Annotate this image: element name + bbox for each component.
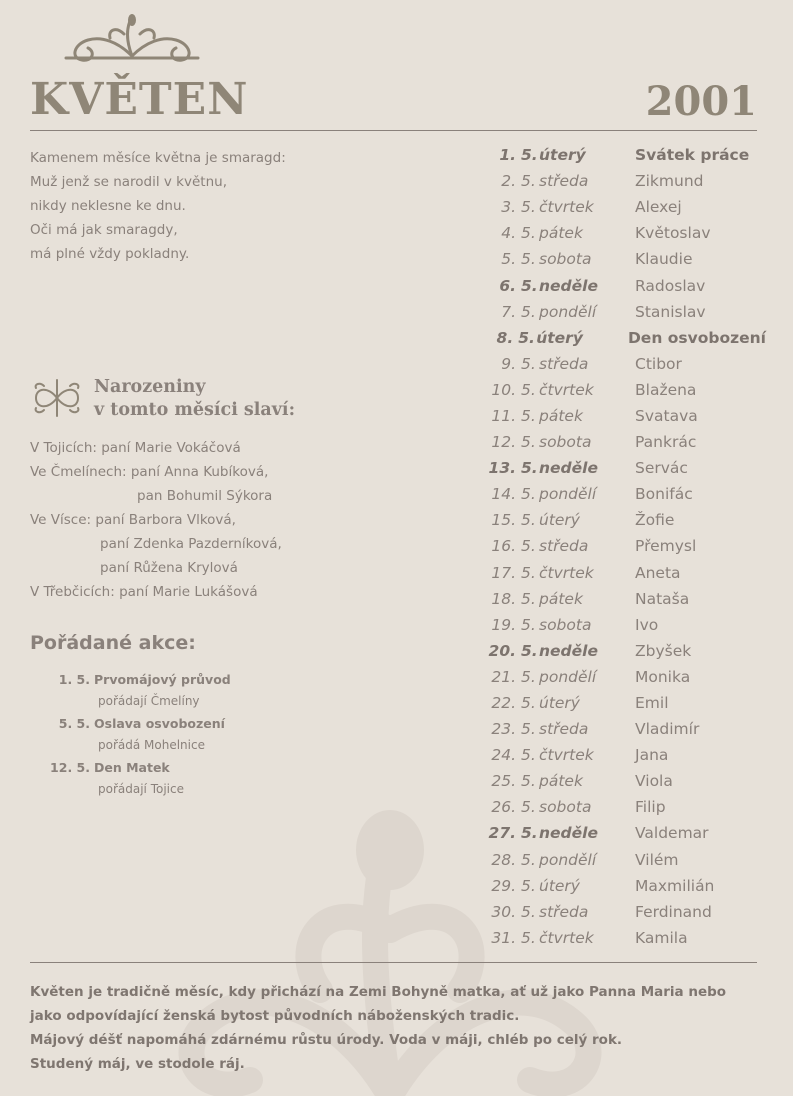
calendar-list: [456, 142, 766, 951]
weekday: sobota: [539, 250, 592, 269]
calendar-row: [456, 351, 766, 377]
day-number: 29.: [491, 876, 516, 895]
weekday: středa: [539, 354, 589, 373]
nameday: Vladimír: [635, 720, 700, 739]
event-organizer: pořádá Mohelnice: [98, 738, 205, 752]
nameday: Zbyšek: [635, 641, 692, 660]
day-number: 8.: [496, 328, 514, 347]
poem-line: Oči má jak smaragdy,: [30, 222, 178, 238]
calendar-row: [456, 220, 766, 246]
calendar-row: [456, 142, 766, 168]
calendar-row: [456, 168, 766, 194]
calendar-row: [456, 481, 766, 507]
month-number: 5.: [521, 876, 536, 895]
nameday: Jana: [635, 746, 669, 765]
birthday-line: pan Bohumil Sýkora: [137, 488, 273, 504]
birthdays-heading-line2: v tomto měsíci slaví:: [94, 400, 296, 420]
birthdays-heading: [94, 376, 295, 422]
birthday-line: V Tojicích: paní Marie Vokáčová: [30, 440, 241, 456]
weekday: neděle: [539, 276, 598, 295]
calendar-row: [456, 742, 766, 768]
calendar-row: [456, 560, 766, 586]
month-number: 5.: [521, 641, 538, 660]
calendar-row: [456, 246, 766, 272]
calendar-row: [456, 612, 766, 638]
nameday: Žofie: [635, 511, 675, 530]
day-number: 14.: [491, 485, 516, 504]
month-number: 5.: [521, 694, 536, 713]
day-number: 18.: [491, 589, 516, 608]
day-number: 4.: [501, 224, 516, 243]
weekday: úterý: [536, 328, 583, 347]
weekday: pátek: [539, 772, 583, 791]
nameday: Svatava: [635, 406, 698, 425]
day-number: 19.: [491, 615, 516, 634]
day-number: 9.: [501, 354, 516, 373]
nameday: Svátek práce: [635, 146, 750, 165]
month-number: 5.: [521, 720, 536, 739]
event-item: [30, 712, 290, 734]
calendar-row: [456, 507, 766, 533]
month-number: 5.: [521, 172, 536, 191]
day-number: 31.: [491, 928, 516, 947]
footer-line: Květen je tradičně měsíc, kdy přichází na Zemi Bohyně matka, ať už jako Panna Maria nebo: [30, 984, 727, 1000]
poem-line: má plné vždy pokladny.: [30, 246, 190, 262]
day-number: 10.: [491, 380, 516, 399]
birthday-line: paní Zdenka Pazderníková,: [100, 536, 282, 552]
weekday: neděle: [539, 459, 598, 478]
month-number: 5.: [521, 250, 536, 269]
calendar-row: [456, 429, 766, 455]
nameday: Vilém: [635, 850, 679, 869]
month-number: 5.: [518, 328, 535, 347]
birthday-line: paní Růžena Krylová: [100, 560, 238, 576]
day-number: 13.: [488, 459, 516, 478]
calendar-row: [456, 768, 766, 794]
calendar-row: [456, 272, 766, 298]
calendar-row: [456, 403, 766, 429]
month-number: 5.: [521, 537, 536, 556]
nameday: Stanislav: [635, 302, 706, 321]
weekday: pondělí: [539, 667, 597, 686]
month-number: 5.: [521, 380, 536, 399]
month-number: 5.: [521, 850, 536, 869]
day-number: 30.: [491, 902, 516, 921]
birthday-line: V Třebčicích: paní Marie Lukášová: [30, 584, 258, 600]
calendar-row: [456, 586, 766, 612]
day-number: 21.: [491, 667, 516, 686]
day-number: 15.: [491, 511, 516, 530]
month-number: 5.: [521, 772, 536, 791]
weekday: sobota: [539, 615, 592, 634]
day-number: 7.: [501, 302, 516, 321]
weekday: pátek: [539, 224, 583, 243]
month-number: 5.: [521, 485, 536, 504]
events-heading: Pořádané akce:: [30, 632, 196, 654]
month-number: 5.: [521, 615, 536, 634]
calendar-row: [456, 873, 766, 899]
weekday: sobota: [539, 433, 592, 452]
poem-line: Kamenem měsíce května je smaragd:: [30, 150, 286, 166]
weekday: pondělí: [539, 302, 597, 321]
day-number: 12.: [491, 433, 516, 452]
nameday: Ferdinand: [635, 902, 712, 921]
day-number: 5.: [501, 250, 516, 269]
nameday: Valdemar: [635, 824, 709, 843]
month-number: 5.: [521, 276, 538, 295]
calendar-row: [456, 533, 766, 559]
event-date: 12. 5.: [50, 759, 90, 775]
calendar-row: [456, 820, 766, 846]
nameday: Monika: [635, 667, 691, 686]
month-number: 5.: [521, 302, 536, 321]
weekday: pátek: [539, 406, 583, 425]
calendar-row: [456, 716, 766, 742]
poem: [30, 146, 286, 266]
day-number: 3.: [501, 198, 516, 217]
nameday: Pankrác: [635, 433, 697, 452]
nameday: Zikmund: [635, 172, 704, 191]
month-number: 5.: [521, 354, 536, 373]
calendar-row: [456, 455, 766, 481]
day-number: 27.: [488, 824, 516, 843]
month-number: 5.: [521, 928, 536, 947]
day-number: 25.: [491, 772, 516, 791]
day-number: 28.: [491, 850, 516, 869]
event-name: Oslava osvobození: [94, 715, 225, 731]
month-number: 5.: [521, 198, 536, 217]
day-number: 17.: [491, 563, 516, 582]
poem-line: Muž jenž se narodil v květnu,: [30, 174, 227, 190]
weekday: úterý: [539, 694, 580, 713]
month-number: 5.: [521, 589, 536, 608]
nameday: Ivo: [635, 615, 659, 634]
day-number: 22.: [491, 694, 516, 713]
nameday: Maxmilián: [635, 876, 715, 895]
nameday: Den osvobození: [627, 328, 766, 347]
weekday: úterý: [539, 146, 586, 165]
calendar-row: [456, 899, 766, 925]
day-number: 16.: [491, 537, 516, 556]
month-number: 5.: [521, 563, 536, 582]
nameday: Kamila: [635, 928, 688, 947]
weekday: čtvrtek: [539, 380, 594, 399]
weekday: úterý: [539, 511, 580, 530]
calendar-row: [456, 664, 766, 690]
footer-divider: [30, 962, 757, 963]
weekday: pondělí: [539, 485, 597, 504]
weekday: čtvrtek: [539, 198, 594, 217]
weekday: středa: [539, 172, 589, 191]
month-number: 5.: [521, 824, 538, 843]
weekday: čtvrtek: [539, 746, 594, 765]
calendar-row: [456, 925, 766, 951]
header-divider: [30, 130, 757, 131]
month-number: 5.: [521, 667, 536, 686]
calendar-row: [456, 194, 766, 220]
calendar-row: [456, 638, 766, 664]
footer-line: jako odpovídající ženská bytost původních náboženských tradic.: [30, 1008, 520, 1024]
weekday: pátek: [539, 589, 583, 608]
weekday: čtvrtek: [539, 928, 594, 947]
day-number: 23.: [491, 720, 516, 739]
month-number: 5.: [521, 224, 536, 243]
nameday: Nataša: [635, 589, 690, 608]
day-number: 2.: [501, 172, 516, 191]
nameday: Alexej: [635, 198, 682, 217]
flourish-ornament-icon: [30, 376, 84, 420]
birthdays-list: [30, 436, 282, 604]
birthday-line: Ve Čmelínech: paní Anna Kubíková,: [30, 464, 269, 480]
events-list: [30, 668, 290, 800]
nameday: Radoslav: [635, 276, 706, 295]
nameday: Blažena: [635, 380, 697, 399]
day-number: 24.: [491, 746, 516, 765]
calendar-row: [456, 325, 766, 351]
footer-line: Májový déšť napomáhá zdárnému růstu úrody. Voda v máji, chléb po celý rok.: [30, 1032, 623, 1048]
event-date: 1. 5.: [58, 671, 90, 687]
day-number: 11.: [491, 406, 516, 425]
month-number: 5.: [521, 798, 536, 817]
month-number: 5.: [521, 406, 536, 425]
nameday: Květoslav: [635, 224, 711, 243]
month-number: 5.: [521, 459, 538, 478]
month-title: KVĚTEN: [30, 74, 249, 125]
event-organizer: pořádají Čmelíny: [98, 694, 200, 708]
calendar-row: [456, 794, 766, 820]
event-item: [30, 668, 290, 690]
calendar-row: [456, 690, 766, 716]
month-number: 5.: [521, 511, 536, 530]
nameday: Filip: [635, 798, 666, 817]
weekday: středa: [539, 902, 589, 921]
nameday: Aneta: [635, 563, 681, 582]
footer-line: Studený máj, ve stodole ráj.: [30, 1056, 245, 1072]
poem-line: nikdy neklesne ke dnu.: [30, 198, 186, 214]
nameday: Klaudie: [635, 250, 693, 269]
weekday: čtvrtek: [539, 563, 594, 582]
nameday: Ctibor: [635, 354, 682, 373]
day-number: 6.: [499, 276, 516, 295]
event-date: 5. 5.: [58, 715, 90, 731]
calendar-row: [456, 847, 766, 873]
day-number: 20.: [488, 641, 516, 660]
footer-text: [30, 980, 750, 1076]
nameday: Emil: [635, 694, 669, 713]
calendar-row: [456, 377, 766, 403]
weekday: středa: [539, 537, 589, 556]
weekday: sobota: [539, 798, 592, 817]
month-number: 5.: [521, 746, 536, 765]
month-number: 5.: [521, 146, 538, 165]
nameday: Viola: [635, 772, 673, 791]
event-name: Prvomájový průvod: [94, 671, 231, 687]
day-number: 1.: [499, 146, 516, 165]
nameday: Servác: [635, 459, 688, 478]
weekday: neděle: [539, 641, 598, 660]
weekday: neděle: [539, 824, 598, 843]
weekday: pondělí: [539, 850, 597, 869]
event-name: Den Matek: [94, 759, 170, 775]
fleur-ornament-icon: [62, 12, 202, 64]
event-item: [30, 756, 290, 778]
weekday: úterý: [539, 876, 580, 895]
nameday: Bonifác: [635, 485, 693, 504]
event-organizer: pořádají Tojice: [98, 782, 184, 796]
birthdays-heading-line1: Narozeniny: [94, 377, 206, 397]
nameday: Přemysl: [635, 537, 697, 556]
year-label: 2001: [645, 78, 757, 125]
calendar-row: [456, 299, 766, 325]
birthday-line: Ve Vísce: paní Barbora Vlková,: [30, 512, 236, 528]
weekday: středa: [539, 720, 589, 739]
day-number: 26.: [491, 798, 516, 817]
month-number: 5.: [521, 902, 536, 921]
month-number: 5.: [521, 433, 536, 452]
